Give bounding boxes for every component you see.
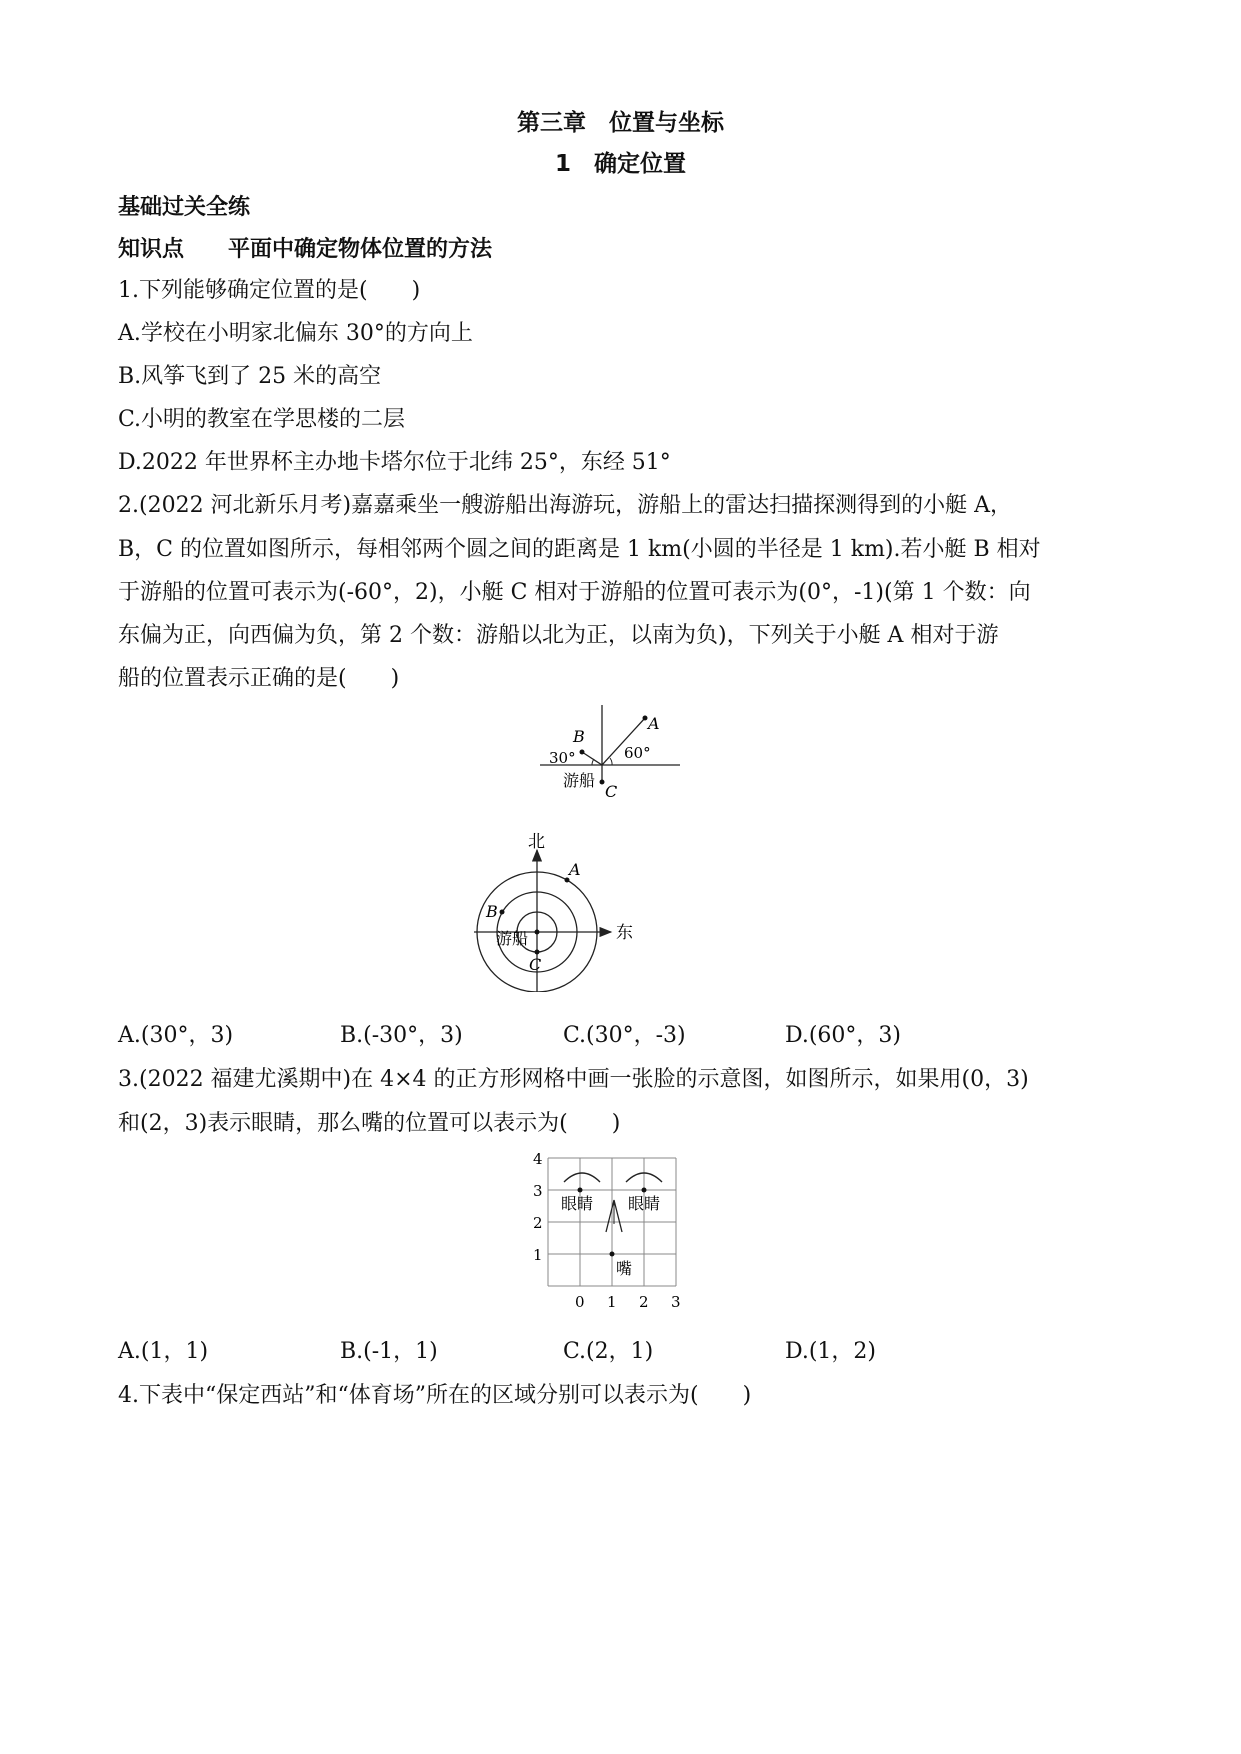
knowledge-text: 平面中确定物体位置的方法 — [228, 237, 493, 262]
left-eye-label: 眼睛 — [561, 1194, 594, 1213]
q3-option-d: D.(1，2) — [785, 1339, 877, 1364]
q2-line-5: 船的位置表示正确的是( ) — [118, 666, 400, 691]
angle-right-label: 60° — [624, 744, 651, 762]
label-c: C — [529, 955, 542, 974]
ship-dot — [535, 930, 540, 935]
q2-line-1: 2.(2022 河北新乐月考)嘉嘉乘坐一艘游船出海游玩，游船上的雷达扫描探测得到的小艇 A， — [118, 493, 1013, 518]
right-eye-dot — [642, 1188, 647, 1193]
mouth-label: 嘴 — [616, 1259, 633, 1278]
q4-stem: 4.下表中“保定西站”和“体育场”所在的区域分别可以表示为( ) — [118, 1383, 752, 1408]
label-a: A — [569, 860, 581, 879]
section-title: 1 确定位置 — [554, 151, 686, 177]
q1-stem: 1.下列能够确定位置的是( ) — [118, 278, 421, 303]
radar-figure — [474, 822, 734, 992]
q2-option-c: C.(30°，-3) — [563, 1023, 686, 1048]
north-label: 北 — [528, 832, 545, 852]
point-c-dot — [535, 950, 540, 955]
ship-label: 游船 — [563, 771, 596, 790]
x-tick-3: 3 — [671, 1293, 681, 1311]
y-tick-2: 2 — [533, 1214, 543, 1232]
x-tick-2: 2 — [639, 1293, 649, 1311]
knowledge-label: 知识点 — [118, 237, 185, 262]
q2-option-b: B.(-30°，3) — [340, 1023, 463, 1048]
y-tick-3: 3 — [533, 1182, 543, 1200]
q2-line-3: 于游船的位置可表示为(-60°，2)，小艇 C 相对于游船的位置可表示为(0°，-1)(第 1 个数：向 — [118, 580, 1031, 605]
q2-option-d: D.(60°，3) — [785, 1023, 902, 1048]
mouth-dot — [610, 1252, 615, 1257]
q3-face-grid — [528, 1150, 708, 1320]
right-eye-label: 眼睛 — [628, 1194, 661, 1213]
ship-label: 游船 — [496, 929, 529, 948]
q2-line-4: 东偏为正，向西偏为负，第 2 个数：游船以北为正，以南为负)，下列关于小艇 A 相对于游 — [118, 623, 999, 648]
y-tick-4: 4 — [533, 1150, 543, 1168]
left-eye-dot — [578, 1188, 583, 1193]
label-b: B — [573, 727, 585, 746]
angle-left-label: 30° — [549, 749, 576, 767]
q3-option-b: B.(-1，1) — [340, 1339, 438, 1364]
knowledge-heading — [118, 235, 492, 265]
x-tick-0: 0 — [575, 1293, 585, 1311]
x-tick-1: 1 — [607, 1293, 617, 1311]
chapter-title: 第三章 位置与坐标 — [517, 110, 724, 136]
left-eyebrow — [564, 1173, 600, 1182]
q3-line-2: 和(2，3)表示眼睛，那么嘴的位置可以表示为( ) — [118, 1111, 621, 1136]
q3-option-a: A.(1，1) — [118, 1339, 209, 1364]
label-c: C — [605, 782, 618, 800]
q1-option-b: B.风筝飞到了 25 米的高空 — [118, 364, 382, 389]
label-b: B — [486, 902, 498, 921]
q2-line-2: B，C 的位置如图所示，每相邻两个圆之间的距离是 1 km(小圆的半径是 1 km).若小艇 B 相对 — [118, 537, 1041, 562]
q3-option-c: C.(2，1) — [563, 1339, 654, 1364]
q1-option-d: D.2022 年世界杯主办地卡塔尔位于北纬 25°，东经 51° — [118, 450, 671, 475]
q2-option-a: A.(30°，3) — [118, 1023, 234, 1048]
q2-angle-figure — [540, 700, 700, 800]
point-c-dot — [600, 780, 605, 785]
practice-heading: 基础过关全练 — [118, 195, 251, 220]
label-a: A — [648, 714, 660, 733]
point-b-dot — [580, 750, 585, 755]
q1-option-a: A.学校在小明家北偏东 30°的方向上 — [118, 321, 473, 346]
point-b-dot — [500, 910, 505, 915]
y-tick-1: 1 — [533, 1246, 543, 1264]
east-label: 东 — [616, 923, 633, 943]
q3-line-1: 3.(2022 福建尤溪期中)在 4×4 的正方形网格中画一张脸的示意图，如图所示，如果用(0，3) — [118, 1067, 1029, 1092]
point-a-dot — [643, 716, 648, 721]
q1-option-c: C.小明的教室在学思楼的二层 — [118, 407, 406, 432]
